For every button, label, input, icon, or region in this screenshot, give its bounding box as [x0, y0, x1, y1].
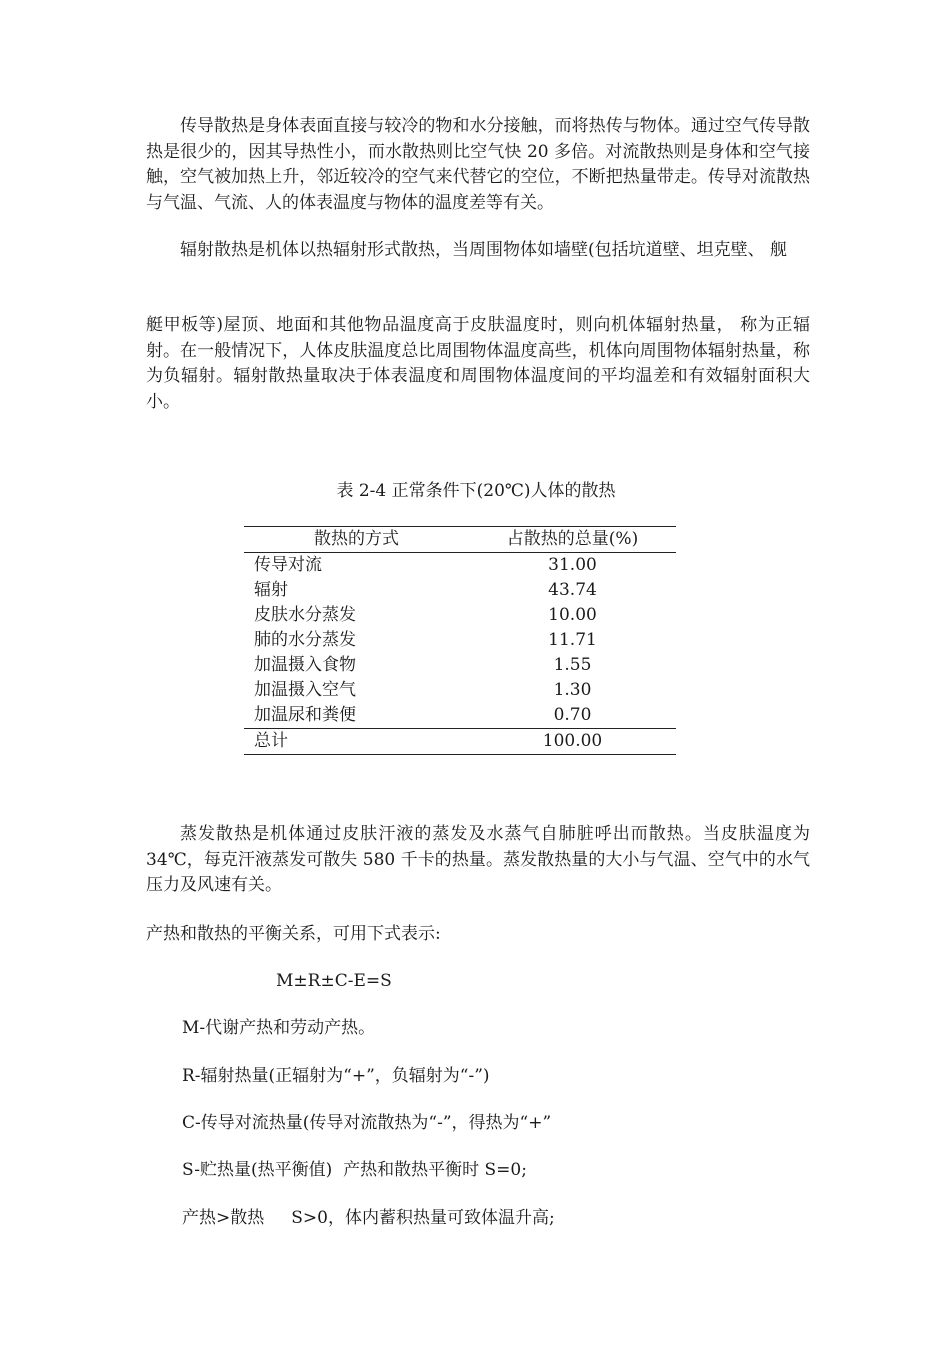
row-value: 1.55	[553, 655, 592, 675]
heat-dissipation-table	[244, 526, 676, 755]
table-row	[244, 653, 676, 678]
row-value: 11.71	[548, 630, 597, 650]
row-value: 43.74	[548, 580, 597, 600]
table-row	[244, 678, 676, 703]
row-method: 辐射	[254, 580, 288, 600]
heat-balance-formula: M±R±C-E=S	[276, 971, 392, 991]
definition-heat-gain: 产热>散热 S>0，体内蓄积热量可致体温升高;	[182, 1208, 555, 1228]
row-value: 0.70	[553, 705, 592, 725]
table-row	[244, 603, 676, 628]
definition-s: S-贮热量(热平衡值) 产热和散热平衡时 S=0;	[182, 1160, 527, 1180]
table-row	[244, 553, 676, 579]
row-method: 肺的水分蒸发	[254, 630, 356, 650]
table-header-row	[244, 527, 676, 553]
row-method: 加温摄入食物	[254, 655, 356, 675]
paragraph-balance-intro: 产热和散热的平衡关系，可用下式表示:	[146, 924, 441, 944]
header-method: 散热的方式	[314, 529, 399, 549]
header-percentage: 占散热的总量(%)	[506, 529, 639, 549]
definition-m: M-代谢产热和劳动产热。	[182, 1018, 376, 1038]
paragraph-radiation-start: 辐射散热是机体以热辐射形式散热，当周围物体如墙壁(包括坑道壁、坦克壁、 舰	[180, 240, 788, 260]
total-label: 总计	[254, 731, 288, 751]
table-row	[244, 578, 676, 603]
table-caption: 表 2-4 正常条件下(20℃)人体的散热	[336, 481, 616, 501]
paragraph-conduction: 传导散热是身体表面直接与较冷的物和水分接触，而将热传与物体。通过空气传导散热是很少的，因其导热性小，而水散热则比空气快 20 多倍。对流散热则是身体和空气接触，空气被加热上升，邻近较冷的空气来代替它的空位，不断把热量带走。传导对流散热与气温、气流、人的体表温度与物体的温度差等有关。	[146, 116, 810, 213]
definition-c: C-传导对流热量(传导对流散热为“-”，得热为“+”	[182, 1113, 552, 1133]
definition-r: R-辐射热量(正辐射为“+”，负辐射为“-”)	[182, 1066, 490, 1086]
paragraph-evaporation: 蒸发散热是机体通过皮肤汗液的蒸发及水蒸气自肺脏呼出而散热。当皮肤温度为 34℃，每克汗液蒸发可散失 580 千卡的热量。蒸发散热量的大小与气温、空气中的水气压力及风速有关。	[146, 824, 810, 895]
row-method: 传导对流	[254, 555, 322, 575]
total-value: 100.00	[542, 731, 603, 751]
row-method: 加温尿和粪便	[254, 705, 356, 725]
paragraph-radiation-continued: 艇甲板等)屋顶、地面和其他物品温度高于皮肤温度时，则向机体辐射热量， 称为正辐射。在一般情况下，人体皮肤温度总比周围物体温度高些，机体向周围物体辐射热量，称为负辐射。辐射散热量取决于体表温度和周围物体温度间的平均温差和有效辐射面积大小。	[146, 315, 810, 412]
table-row	[244, 703, 676, 729]
row-value: 1.30	[553, 680, 592, 700]
table-row	[244, 628, 676, 653]
row-method: 皮肤水分蒸发	[254, 605, 356, 625]
row-value: 31.00	[548, 555, 597, 575]
row-value: 10.00	[548, 605, 597, 625]
row-method: 加温摄入空气	[254, 680, 356, 700]
table-total-row	[244, 729, 676, 755]
